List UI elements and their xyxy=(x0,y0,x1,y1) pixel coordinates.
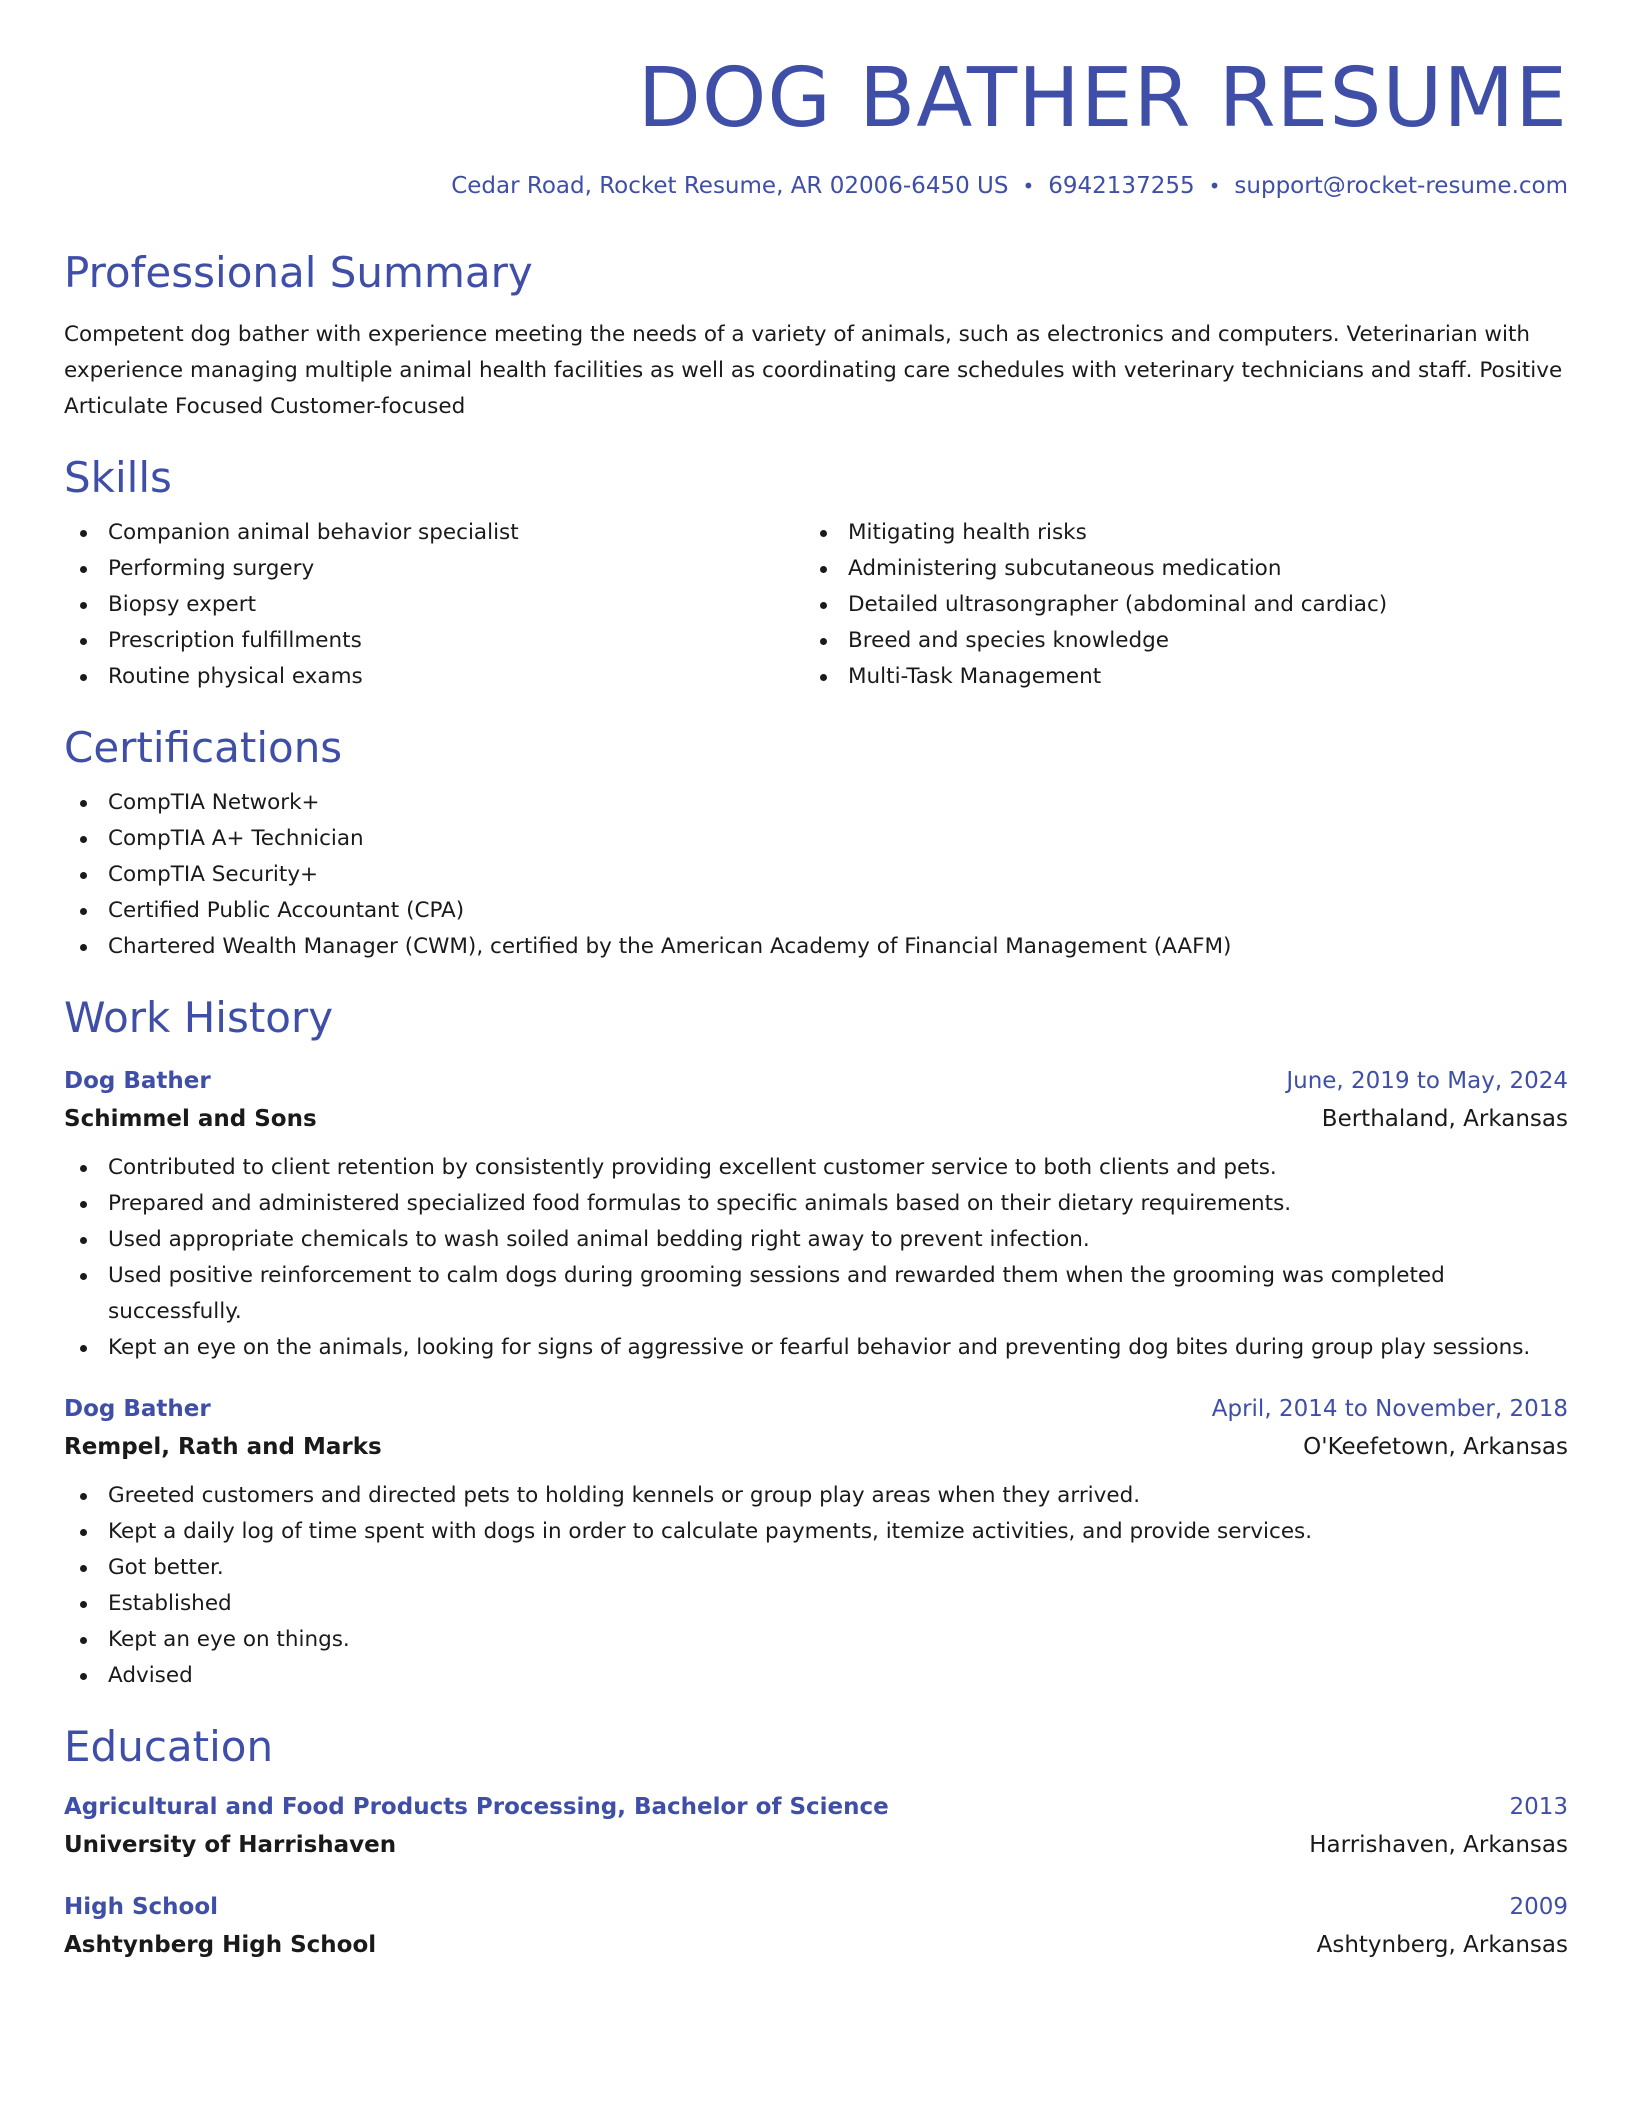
certification-item: CompTIA Network+ xyxy=(64,785,1568,821)
education-heading: Education xyxy=(64,1721,274,1771)
skill-item: Detailed ultrasongrapher (abdominal and cardiac) xyxy=(816,587,1568,623)
job-bullet: Used positive reinforcement to calm dogs during grooming sessions and rewarded them when the grooming was completed successfully. xyxy=(64,1258,1568,1330)
job-title: Dog Bather xyxy=(64,1067,211,1094)
contact-separator: • xyxy=(1022,174,1035,199)
education-school: Ashtynberg High School xyxy=(64,1932,377,1959)
education-school-row xyxy=(64,1926,1568,1964)
job-bullets xyxy=(64,1150,1568,1366)
job-header-row xyxy=(64,1390,1568,1428)
skill-item: Routine physical exams xyxy=(64,659,816,695)
education-year: 2009 xyxy=(1509,1894,1568,1921)
job-company-row xyxy=(64,1100,1568,1138)
contact-phone: 6942137255 xyxy=(1048,173,1195,200)
job-bullet: Established xyxy=(64,1586,1568,1622)
job-bullet: Contributed to client retention by consistently providing excellent customer service to both clients and pets. xyxy=(64,1150,1568,1186)
job-bullet: Greeted customers and directed pets to holding kennels or group play areas when they arrived. xyxy=(64,1478,1568,1514)
skills-section xyxy=(64,453,1568,695)
skill-item: Performing surgery xyxy=(64,551,816,587)
job-bullet: Used appropriate chemicals to wash soiled animal bedding right away to prevent infection. xyxy=(64,1222,1568,1258)
education-entry xyxy=(64,1788,1568,1864)
skill-item: Companion animal behavior specialist xyxy=(64,515,816,551)
job-bullet: Advised xyxy=(64,1658,1568,1694)
certification-item: CompTIA Security+ xyxy=(64,857,1568,893)
contact-email: support@rocket-resume.com xyxy=(1234,173,1568,200)
work-history-section xyxy=(64,993,1568,1693)
skill-item: Multi-Task Management xyxy=(816,659,1568,695)
skills-list-left xyxy=(64,515,816,695)
job-dates: June, 2019 to May, 2024 xyxy=(1286,1067,1568,1094)
education-degree: Agricultural and Food Products Processing, Bachelor of Science xyxy=(64,1794,889,1821)
summary-section xyxy=(64,248,1568,424)
contact-address: Cedar Road, Rocket Resume, AR 02006-6450 US xyxy=(451,173,1009,200)
job-bullet: Kept an eye on things. xyxy=(64,1622,1568,1658)
skill-item: Biopsy expert xyxy=(64,587,816,623)
education-header-row xyxy=(64,1888,1568,1926)
job-bullets xyxy=(64,1478,1568,1694)
job-bullet: Kept a daily log of time spent with dogs in order to calculate payments, itemize activities, and provide services. xyxy=(64,1514,1568,1550)
job-dates: April, 2014 to November, 2018 xyxy=(1211,1395,1568,1422)
job-bullet: Got better. xyxy=(64,1550,1568,1586)
job-location: Berthaland, Arkansas xyxy=(1321,1105,1568,1132)
skills-grid xyxy=(64,503,1568,695)
job-location: O'Keefetown, Arkansas xyxy=(1303,1433,1568,1460)
skill-item: Breed and species knowledge xyxy=(816,623,1568,659)
skill-item: Mitigating health risks xyxy=(816,515,1568,551)
skill-item: Prescription fulfillments xyxy=(64,623,816,659)
job-bullet: Kept an eye on the animals, looking for signs of aggressive or fearful behavior and preventing dog bites during group play sessions. xyxy=(64,1330,1568,1366)
education-entry xyxy=(64,1888,1568,1964)
resume-title: DOG BATHER RESUME xyxy=(637,51,1568,146)
education-location: Ashtynberg, Arkansas xyxy=(1316,1932,1568,1959)
work-history-heading: Work History xyxy=(64,993,334,1043)
skill-item: Administering subcutaneous medication xyxy=(816,551,1568,587)
skills-heading: Skills xyxy=(64,452,172,502)
summary-text: Competent dog bather with experience meeting the needs of a variety of animals, such as electronics and computers. Veterinarian with experience managing multiple animal health facilities as well as coordinating care schedules with veterinary technicians and staff. Positive Articulate Focused Customer-focused xyxy=(64,321,1563,419)
resume-header xyxy=(64,52,1568,202)
job-company: Schimmel and Sons xyxy=(64,1105,317,1132)
summary-heading: Professional Summary xyxy=(64,248,533,298)
skills-list-right xyxy=(816,515,1568,695)
job-bullet: Prepared and administered specialized food formulas to specific animals based on their dietary requirements. xyxy=(64,1186,1568,1222)
certification-item: Certified Public Accountant (CPA) xyxy=(64,893,1568,929)
education-header-row xyxy=(64,1788,1568,1826)
certification-item: CompTIA A+ Technician xyxy=(64,821,1568,857)
job-entry xyxy=(64,1062,1568,1366)
education-school: University of Harrishaven xyxy=(64,1832,397,1859)
job-company: Rempel, Rath and Marks xyxy=(64,1433,382,1460)
certifications-section xyxy=(64,723,1568,965)
contact-separator: • xyxy=(1208,174,1221,199)
job-entry xyxy=(64,1390,1568,1694)
education-year: 2013 xyxy=(1509,1794,1568,1821)
job-header-row xyxy=(64,1062,1568,1100)
education-degree: High School xyxy=(64,1894,219,1921)
education-section xyxy=(64,1722,1568,1964)
job-title: Dog Bather xyxy=(64,1395,211,1422)
certifications-heading: Certifications xyxy=(64,722,343,772)
education-location: Harrishaven, Arkansas xyxy=(1309,1832,1568,1859)
certifications-list xyxy=(64,785,1568,965)
contact-line xyxy=(64,172,1568,202)
certification-item: Chartered Wealth Manager (CWM), certified by the American Academy of Financial Management (AAFM) xyxy=(64,929,1568,965)
education-school-row xyxy=(64,1826,1568,1864)
job-company-row xyxy=(64,1428,1568,1466)
